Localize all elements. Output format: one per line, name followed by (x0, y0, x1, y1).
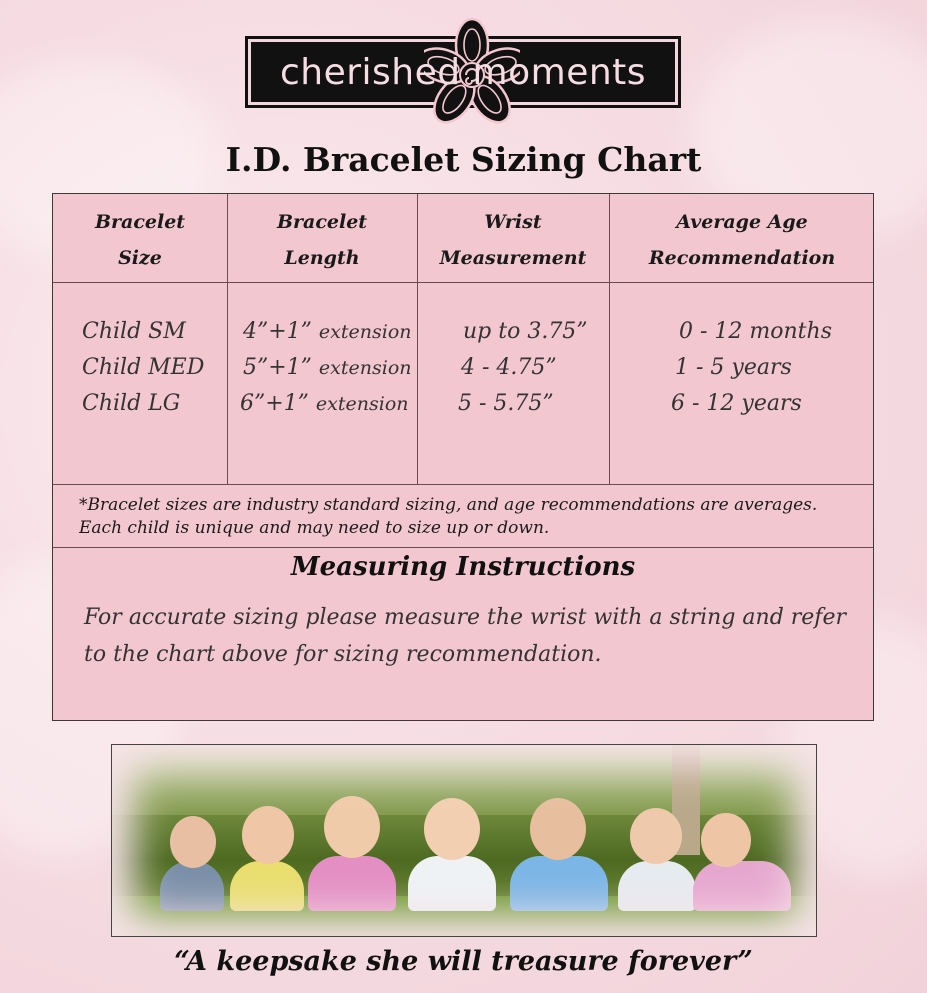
sizing-note: *Bracelet sizes are industry standard sizing, and age recommendations are averages. Each child is unique and may need to size up or down. (79, 495, 818, 538)
row-size: Child LG (82, 391, 181, 416)
tagline-quote: “A keepsake she will treasure forever” (174, 946, 753, 977)
row-length: 4”+1” extension (243, 319, 412, 344)
row-wrist: 5 - 5.75” (458, 391, 554, 416)
logo-text: cherished moments (279, 52, 647, 93)
header-wrist-measurement: Wrist Measurement (439, 211, 587, 269)
page-title: I.D. Bracelet Sizing Chart (225, 140, 702, 179)
row-size: Child SM (82, 319, 186, 344)
header-bracelet-size: Bracelet Size (94, 211, 186, 269)
row-age: 6 - 12 years (671, 391, 802, 416)
header-bracelet-length: Bracelet Length (276, 211, 368, 269)
brand-logo (245, 36, 681, 108)
header-average-age: Average Age Recommendation (648, 211, 836, 269)
row-age: 0 - 12 months (679, 319, 832, 344)
children-photo (111, 744, 817, 937)
row-wrist: up to 3.75” (463, 319, 588, 344)
row-length: 5”+1” extension (243, 355, 412, 380)
instructions-title: Measuring Instructions (290, 552, 636, 582)
row-age: 1 - 5 years (675, 355, 792, 380)
row-wrist: 4 - 4.75” (461, 355, 557, 380)
instructions-text: For accurate sizing please measure the wrist with a string and refer to the chart above for sizing recommendation. (84, 605, 846, 667)
row-size: Child MED (82, 355, 205, 380)
sizing-chart (52, 193, 874, 721)
row-length: 6”+1” extension (240, 391, 409, 416)
